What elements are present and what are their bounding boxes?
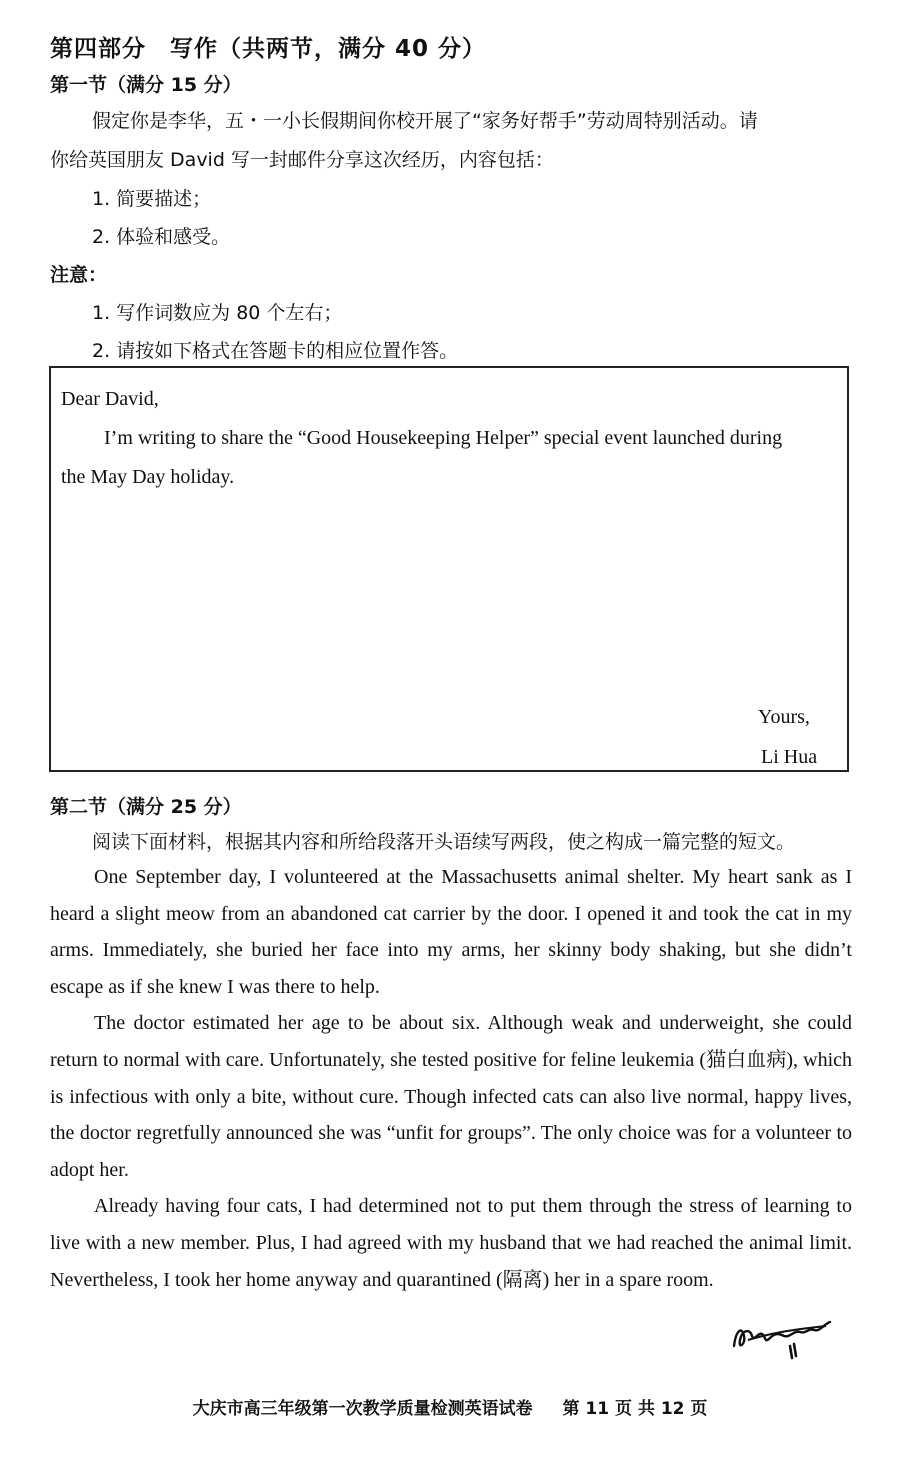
section1-prompt-line2: 你给英国朋友 David 写一封邮件分享这次经历，内容包括： [50,149,554,171]
letter-signature: Li Hua [761,746,818,768]
reading-passage [50,859,852,1298]
letter-answer-box [49,366,849,772]
letter-line: I’m writing to share the “Good Housekeeping Helper” special event launched during [104,427,783,449]
section2-title: 第二节（满分 25 分） [50,796,242,818]
exam-name: 大庆市高三年级第一次教学质量检测英语试卷 [192,1399,533,1419]
notes-label: 注意： [50,264,108,286]
page-number: 第 11 页 共 12 页 [562,1399,708,1419]
content-point: 2. 体验和感受。 [92,226,231,248]
passage-paragraph: One September day, I volunteered at the Massachusetts animal shelter. My heart sank as I heard a slight meow from an abandoned cat carrier by the door. I opened it and took the cat in my arms. Immediately, she buried her face into my arms, her skinny body shaking, but she didn’t escape as if she knew I was there to help. [50,866,852,998]
section2-instruction: 阅读下面材料，根据其内容和所给段落开头语续写两段，使之构成一篇完整的短文。 [92,831,796,853]
letter-greeting: Dear David, [61,388,159,410]
content-point: 1. 简要描述； [92,188,212,210]
part-title: 第四部分 写作（共两节，满分 40 分） [50,36,487,62]
letter-closing: Yours, [758,706,810,728]
section1-prompt-line1: 假定你是李华，五・一小长假期间你校开展了“家务好帮手”劳动周特别活动。请 [92,110,758,132]
passage-paragraph: Already having four cats, I had determined not to put them through the stress of learning to live with a new member. Plus, I had agreed with my husband that we had reached the animal limit. Nevertheless, I took her home anyway and quarantined (隔离) her in a spare room. [50,1195,852,1291]
section1-title: 第一节（满分 15 分） [50,74,242,96]
handwritten-signature [728,1310,838,1362]
note-item: 1. 写作词数应为 80 个左右； [92,302,343,324]
letter-line: the May Day holiday. [61,466,235,488]
note-item: 2. 请按如下格式在答题卡的相应位置作答。 [92,340,459,362]
passage-paragraph: The doctor estimated her age to be about six. Although weak and underweight, she could return to normal with care. Unfortunately, she tested positive for feline leukemia (猫白血病), which is infectious with only a bite, without cure. Though infected cats can also live normal, happy lives, the doctor regretfully announced she was “unfit for groups”. The only choice was for a volunteer to adopt her. [50,1012,852,1181]
page-footer [0,1394,900,1419]
